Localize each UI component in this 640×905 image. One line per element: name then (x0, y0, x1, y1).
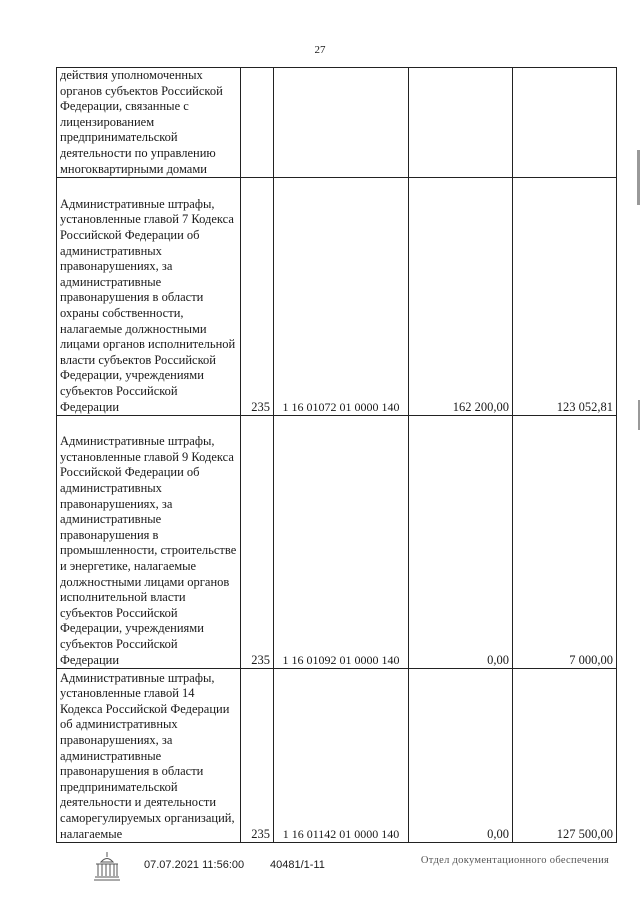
table-row (57, 68, 617, 178)
revenue-name-cell: Административные штрафы, установленные главой 9 Кодекса Российской Федерации об административных правонарушениях, за административные правонарушения в промышленности, строительстве и энергетике, налагаемые должностными лицами органов исполнительной власти субъектов Российской Федерации, учреждениями субъектов Российской Федерации (57, 416, 241, 669)
budget-code-cell (274, 68, 409, 178)
actual-amount-cell: 123 052,81 (513, 178, 617, 416)
document-footer (0, 850, 640, 900)
admin-code-cell: 235 (241, 178, 274, 416)
planned-amount-cell (409, 68, 513, 178)
budget-code-cell: 1 16 01142 01 0000 140 (274, 669, 409, 843)
department-stamp: Отдел документационного обеспечения (420, 855, 610, 866)
table-row (57, 669, 617, 843)
footer-datetime: 07.07.2021 11:56:00 (144, 859, 245, 871)
page-number: 27 (314, 44, 326, 56)
government-building-icon (92, 850, 122, 884)
revenue-name-cell: действия уполномоченных органов субъектов Российской Федерации, связанные с лицензированием предпринимательской деятельности по управлению многоквартирными домами (57, 68, 241, 178)
actual-amount-cell: 127 500,00 (513, 669, 617, 843)
admin-code-cell: 235 (241, 669, 274, 843)
revenue-table (56, 67, 617, 843)
admin-code-cell: 235 (241, 416, 274, 669)
admin-code-cell (241, 68, 274, 178)
revenue-name-cell: Административные штрафы, установленные главой 14 Кодекса Российской Федерации об административных правонарушениях, за административные правонарушения в области предпринимательской деятельности и деятельности саморегулируемых организаций, налагаемые (57, 669, 241, 843)
actual-amount-cell: 7 000,00 (513, 416, 617, 669)
planned-amount-cell: 162 200,00 (409, 178, 513, 416)
footer-doc-number: 40481/1-11 (270, 859, 325, 871)
planned-amount-cell: 0,00 (409, 416, 513, 669)
revenue-name-cell: Административные штрафы, установленные главой 7 Кодекса Российской Федерации об административных правонарушениях, за административные правонарушения в области охраны собственности, налагаемые должностными лицами органов исполнительной власти субъектов Российской Федерации, учреждениями субъектов Российской Федерации (57, 178, 241, 416)
planned-amount-cell: 0,00 (409, 669, 513, 843)
budget-code-cell: 1 16 01072 01 0000 140 (274, 178, 409, 416)
table-row (57, 416, 617, 669)
actual-amount-cell (513, 68, 617, 178)
table-row (57, 178, 617, 416)
budget-code-cell: 1 16 01092 01 0000 140 (274, 416, 409, 669)
